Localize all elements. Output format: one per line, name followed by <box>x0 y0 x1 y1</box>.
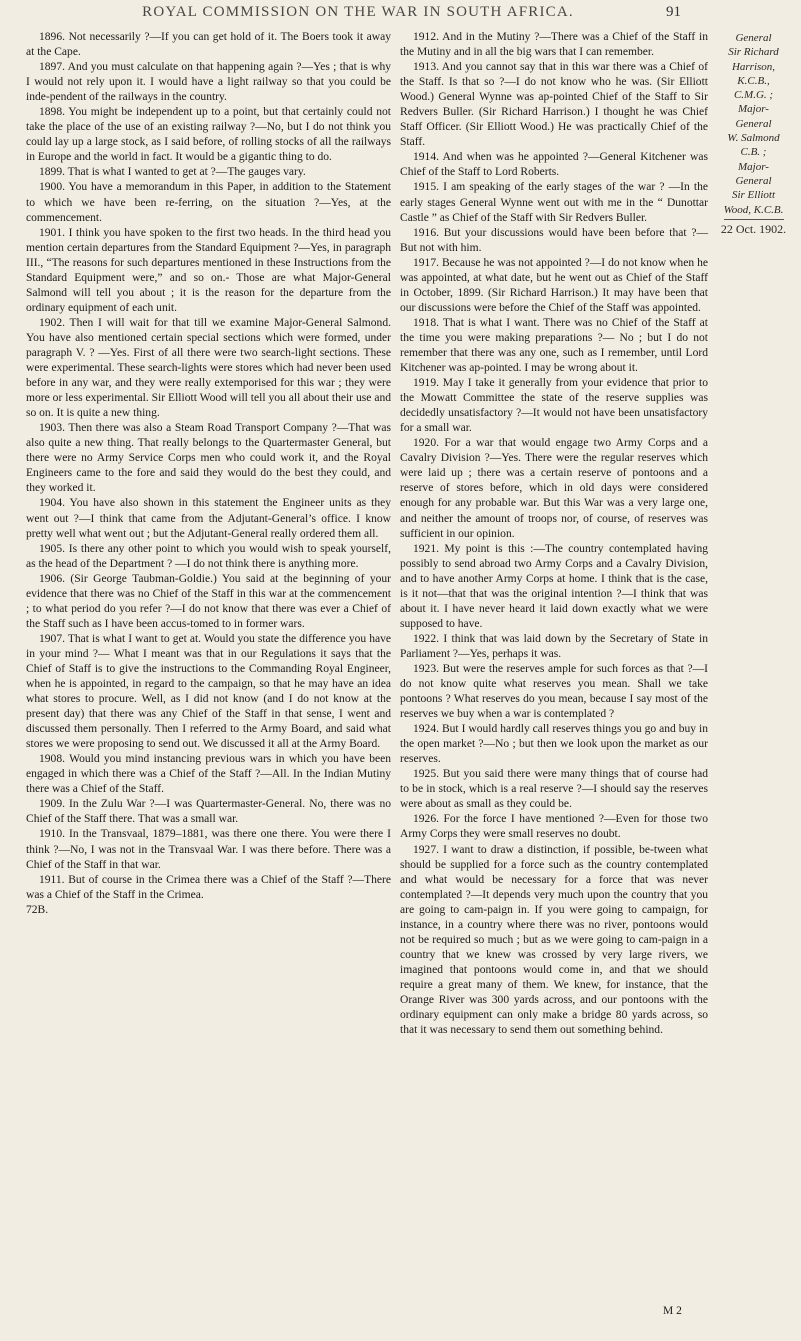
page-number: 91 <box>666 4 681 20</box>
evidence-paragraph: 1919. May I take it generally from your evidence that prior to the Mowatt Committee the state of the reserve supplies was decidedly unsatisfactory ?—It would not have been unsatisfactory for a small war. <box>400 377 708 435</box>
evidence-paragraph: 1906. (Sir George Taubman-Goldie.) You said at the beginning of your evidence that there was no Chief of the Staff in this war at the commencement ; to what period do you refer ?—I do not know that there was ever a Chief of the Staff such as I have been accus-tomed to in former wars. <box>26 572 391 630</box>
sidenote-line: Harrison, <box>731 60 776 73</box>
evidence-paragraph: 1921. My point is this :—The country contemplated having possibly to send abroad two Army Corps and a Cavalry Division, and to have another Army Corps at home. I think that is the case, is it not—that that was the original intention ?—I think that was about it. I have never heard it laid down exactly what we were supposed to have. <box>400 542 708 630</box>
sidenote-line: C.B. ; <box>740 146 767 159</box>
left-column <box>26 30 391 918</box>
sidenote-line: Wood, K.C.B. <box>723 203 784 216</box>
evidence-paragraph: 1905. Is there any other point to which you would wish to speak yourself, as the head of the Department ? —I do not think there is anything more. <box>26 542 391 570</box>
sidenote-line: Sir Richard <box>728 46 779 59</box>
sidenote-line: General <box>735 174 772 187</box>
evidence-paragraph: 1914. And when was he appointed ?—General Kitchener was Chief of the Staff to Lord Roberts. <box>400 151 708 179</box>
evidence-paragraph: 1911. But of course in the Crimea there was a Chief of the Staff ?—There was a Chief of the Staff in the Crimea. <box>26 873 391 901</box>
page-header <box>0 4 801 30</box>
sidenote-line: K.C.B., <box>737 74 770 87</box>
sidenote-line: General <box>735 117 772 130</box>
sidenote-line: Major- <box>738 160 769 173</box>
evidence-paragraph: 1902. Then I will wait for that till we examine Major-General Salmond. You have also mentioned certain special sections which were formed, under paragraph V. ? —Yes. First of all there were two search-light sections. These were experimental. These search-lights were stores which had never been used before in any war, and they were really extemporised for this war ; they were more or less experimental. Sir Elliott Wood will tell you all about their use and so on. It is quite a new thing. <box>26 316 391 420</box>
sidenote-line: Major- <box>738 103 769 116</box>
evidence-paragraph: 1918. That is what I want. There was no Chief of the Staff at the time you were making preparations ?— No ; but I do not remember that there was any one, such as I remember, until Lord Kitchener was ap-pointed. I may be wrong about it. <box>400 316 708 375</box>
evidence-paragraph: 1907. That is what I want to get at. Would you state the difference you have in your mind ?— What I meant was that in our Regulations it says that the Chief of Staff is to give the instructions to the Commanding Royal Engineer, when he is appointed, in regard to the campaign, so that he may have an idea what stores to procure. Well, as I did not know (and I do not know at the present day) that there was any Chief of the Staff in that sense, I went and discussed them personally. Then I referred to the Army Board, and said what stores we were proposing to send out. We discussed it all at the Army Board. <box>26 632 391 751</box>
evidence-paragraph: 1917. Because he was not appointed ?—I do not know when he was appointed, at what date, but he went out as Chief of the Staff in October, 1899. (Sir Richard Harrison.) It may have been that our discussions were before the Chief of the Staff was appointed. <box>400 256 708 314</box>
evidence-paragraph: 1926. For the force I have mentioned ?—Even for those two Army Corps they were small reserves no doubt. <box>400 813 708 841</box>
evidence-paragraph: 1901. I think you have spoken to the first two heads. In the third head you mention certain departures from the Standard Equipment ?—Yes, in paragraph III., “The reasons for such departures mentioned in these Instructions from the Standard Equipment were,” and so on.- Those are what Major-General Salmond will tell you about ; it is the reason for the departure from the ordinary equipment of each unit. <box>26 226 391 314</box>
evidence-paragraph: 1913. And you cannot say that in this war there was a Chief of the Staff. Is that so ?—I do not know who he was. (Sir Elliott Wood.) General Wynne was ap-pointed Chief of the Staff to Sir Redvers Buller. (Sir Richard Harrison.) I thought he was Chief Staff Officer. (Sir Elliott Wood.) He was practically Chief of the Staff. <box>400 61 708 149</box>
print-code: 72B. <box>26 903 49 916</box>
evidence-paragraph: 1924. But I would hardly call reserves things you go and buy in the open market ?—No ; but then we look upon the market as our reserves. <box>400 723 708 766</box>
sidenote-rule <box>724 219 784 220</box>
evidence-paragraph: 1910. In the Transvaal, 1879–1881, was there one there. You were there I think ?—No, I was not in the Transvaal War. I was there before. There was a Chief of the Staff in that war. <box>26 828 391 871</box>
evidence-paragraph: 1915. I am speaking of the early stages of the war ? —In the early stages General Wynne went out with me in the “ Dunottar Castle ” as Chief of the Staff with Sir Redvers Buller. <box>400 181 708 224</box>
evidence-paragraph: 1923. But were the reserves ample for such forces as that ?—I do not know quite what reserves you mean. Shall we take pontoons ? What reserves do you mean, because I say most of the reserves we buy when a war is contemplated ? <box>400 662 708 721</box>
evidence-paragraph: 1925. But you said there were many things that of course had to be in stock, which is a real reserve ?—I should say the reserves were about as small as they could be. <box>400 768 708 811</box>
evidence-paragraph: 1922. I think that was laid down by the Secretary of State in Parliament ?—Yes, perhaps it was. <box>400 632 708 660</box>
evidence-paragraph: 1912. And in the Mutiny ?—There was a Chief of the Staff in the Mutiny and in all the big wars that I can remember. <box>400 31 708 59</box>
evidence-paragraph: 1900. You have a memorandum in this Paper, in addition to the Statement to which we have been re-ferring, on the situation ?—Yes, at the commencement. <box>26 181 391 224</box>
evidence-paragraph: 1904. You have also shown in this statement the Engineer units as they went out ?—I think that came from the Adjutant-General’s office. I know pretty well what went out ; but the Adjutant-General really ordered them all. <box>26 497 391 540</box>
evidence-paragraph: 1927. I want to draw a distinction, if possible, be-tween what should be supplied for a force such as the country contemplated and what would be necessary for a force that was never contemplated ?—It depends very much upon the country that you are going to cam-paign in. If you were going to campaign, for instance, in a country where there was no river, pontoons would not be required so much ; but as we were going to cam-paign in a country that we knew was crossed by very large rivers, we imagined that pontoons would come in, and that we should require a great many of them. We knew, for instance, that the Orange River was 300 yards across, and our pontoons with the ordinary equipment can only make a bridge 80 yards across, so that it was necessary to send them out something behind. <box>400 843 708 1037</box>
sidenote-line: Sir Elliott <box>731 189 776 202</box>
evidence-paragraph: 1896. Not necessarily ?—If you can get hold of it. The Boers took it away at the Cape. <box>26 31 391 59</box>
evidence-paragraph: 1897. And you must calculate on that happening again ?—Yes ; that is why I would not rely upon it. I would have a light railway so that you could be inde-pendent of the railways in the country. <box>26 61 391 104</box>
evidence-paragraph: 1899. That is what I wanted to get at ?—The gauges vary. <box>39 166 306 179</box>
sidenote-line: C.M.G. ; <box>733 89 774 102</box>
evidence-paragraph: 1903. Then there was also a Steam Road Transport Company ?—That was also quite a new thing. That really belongs to the Quartermaster General, but there were no Army Service Corps men who could work it, and the Royal Engineers came to the fore and said they would do the best they could, and they worked it. <box>26 422 391 495</box>
right-column <box>400 30 708 1038</box>
sidenote-line: W. Salmond <box>727 132 780 145</box>
sidenote-date: 22 Oct. 1902. <box>720 221 787 236</box>
evidence-paragraph: 1920. For a war that would engage two Army Corps and a Cavalry Division ?—Yes. There were the regular reserves which were laid up ; there was a certain reserve of pontoons and a reserve of stores before, which in old days were considered enough for any probable war. But this War was a very large one, and neither the amount of troops nor, of course, of reserves was sufficient in our opinion. <box>400 437 708 540</box>
evidence-paragraph: 1909. In the Zulu War ?—I was Quartermaster-General. No, there was no Chief of the Staff there. That was a small war. <box>26 798 391 826</box>
evidence-paragraph: 1898. You might be independent up to a point, but that certainly could not take the place of the use of an existing railway ?—No, but I do not think you could lay up a large stock, as I said before, of rolling stocks of all the railways in Europe and the world in fact. It would be a gigantic thing to do. <box>26 106 391 164</box>
sidenote-line: General <box>735 32 772 44</box>
sidenote <box>711 31 796 236</box>
evidence-paragraph: 1908. Would you mind instancing previous wars in which you have been engaged in which there was a Chief of the Staff ?—All. In the Indian Mutiny there was a Chief of the Staff. <box>26 753 391 796</box>
running-title: ROYAL COMMISSION ON THE WAR IN SOUTH AFRICA. <box>142 4 574 20</box>
evidence-paragraph: 1916. But your discussions would have been before that ?—But not with him. <box>400 226 708 254</box>
signature-mark: M 2 <box>663 1305 682 1317</box>
